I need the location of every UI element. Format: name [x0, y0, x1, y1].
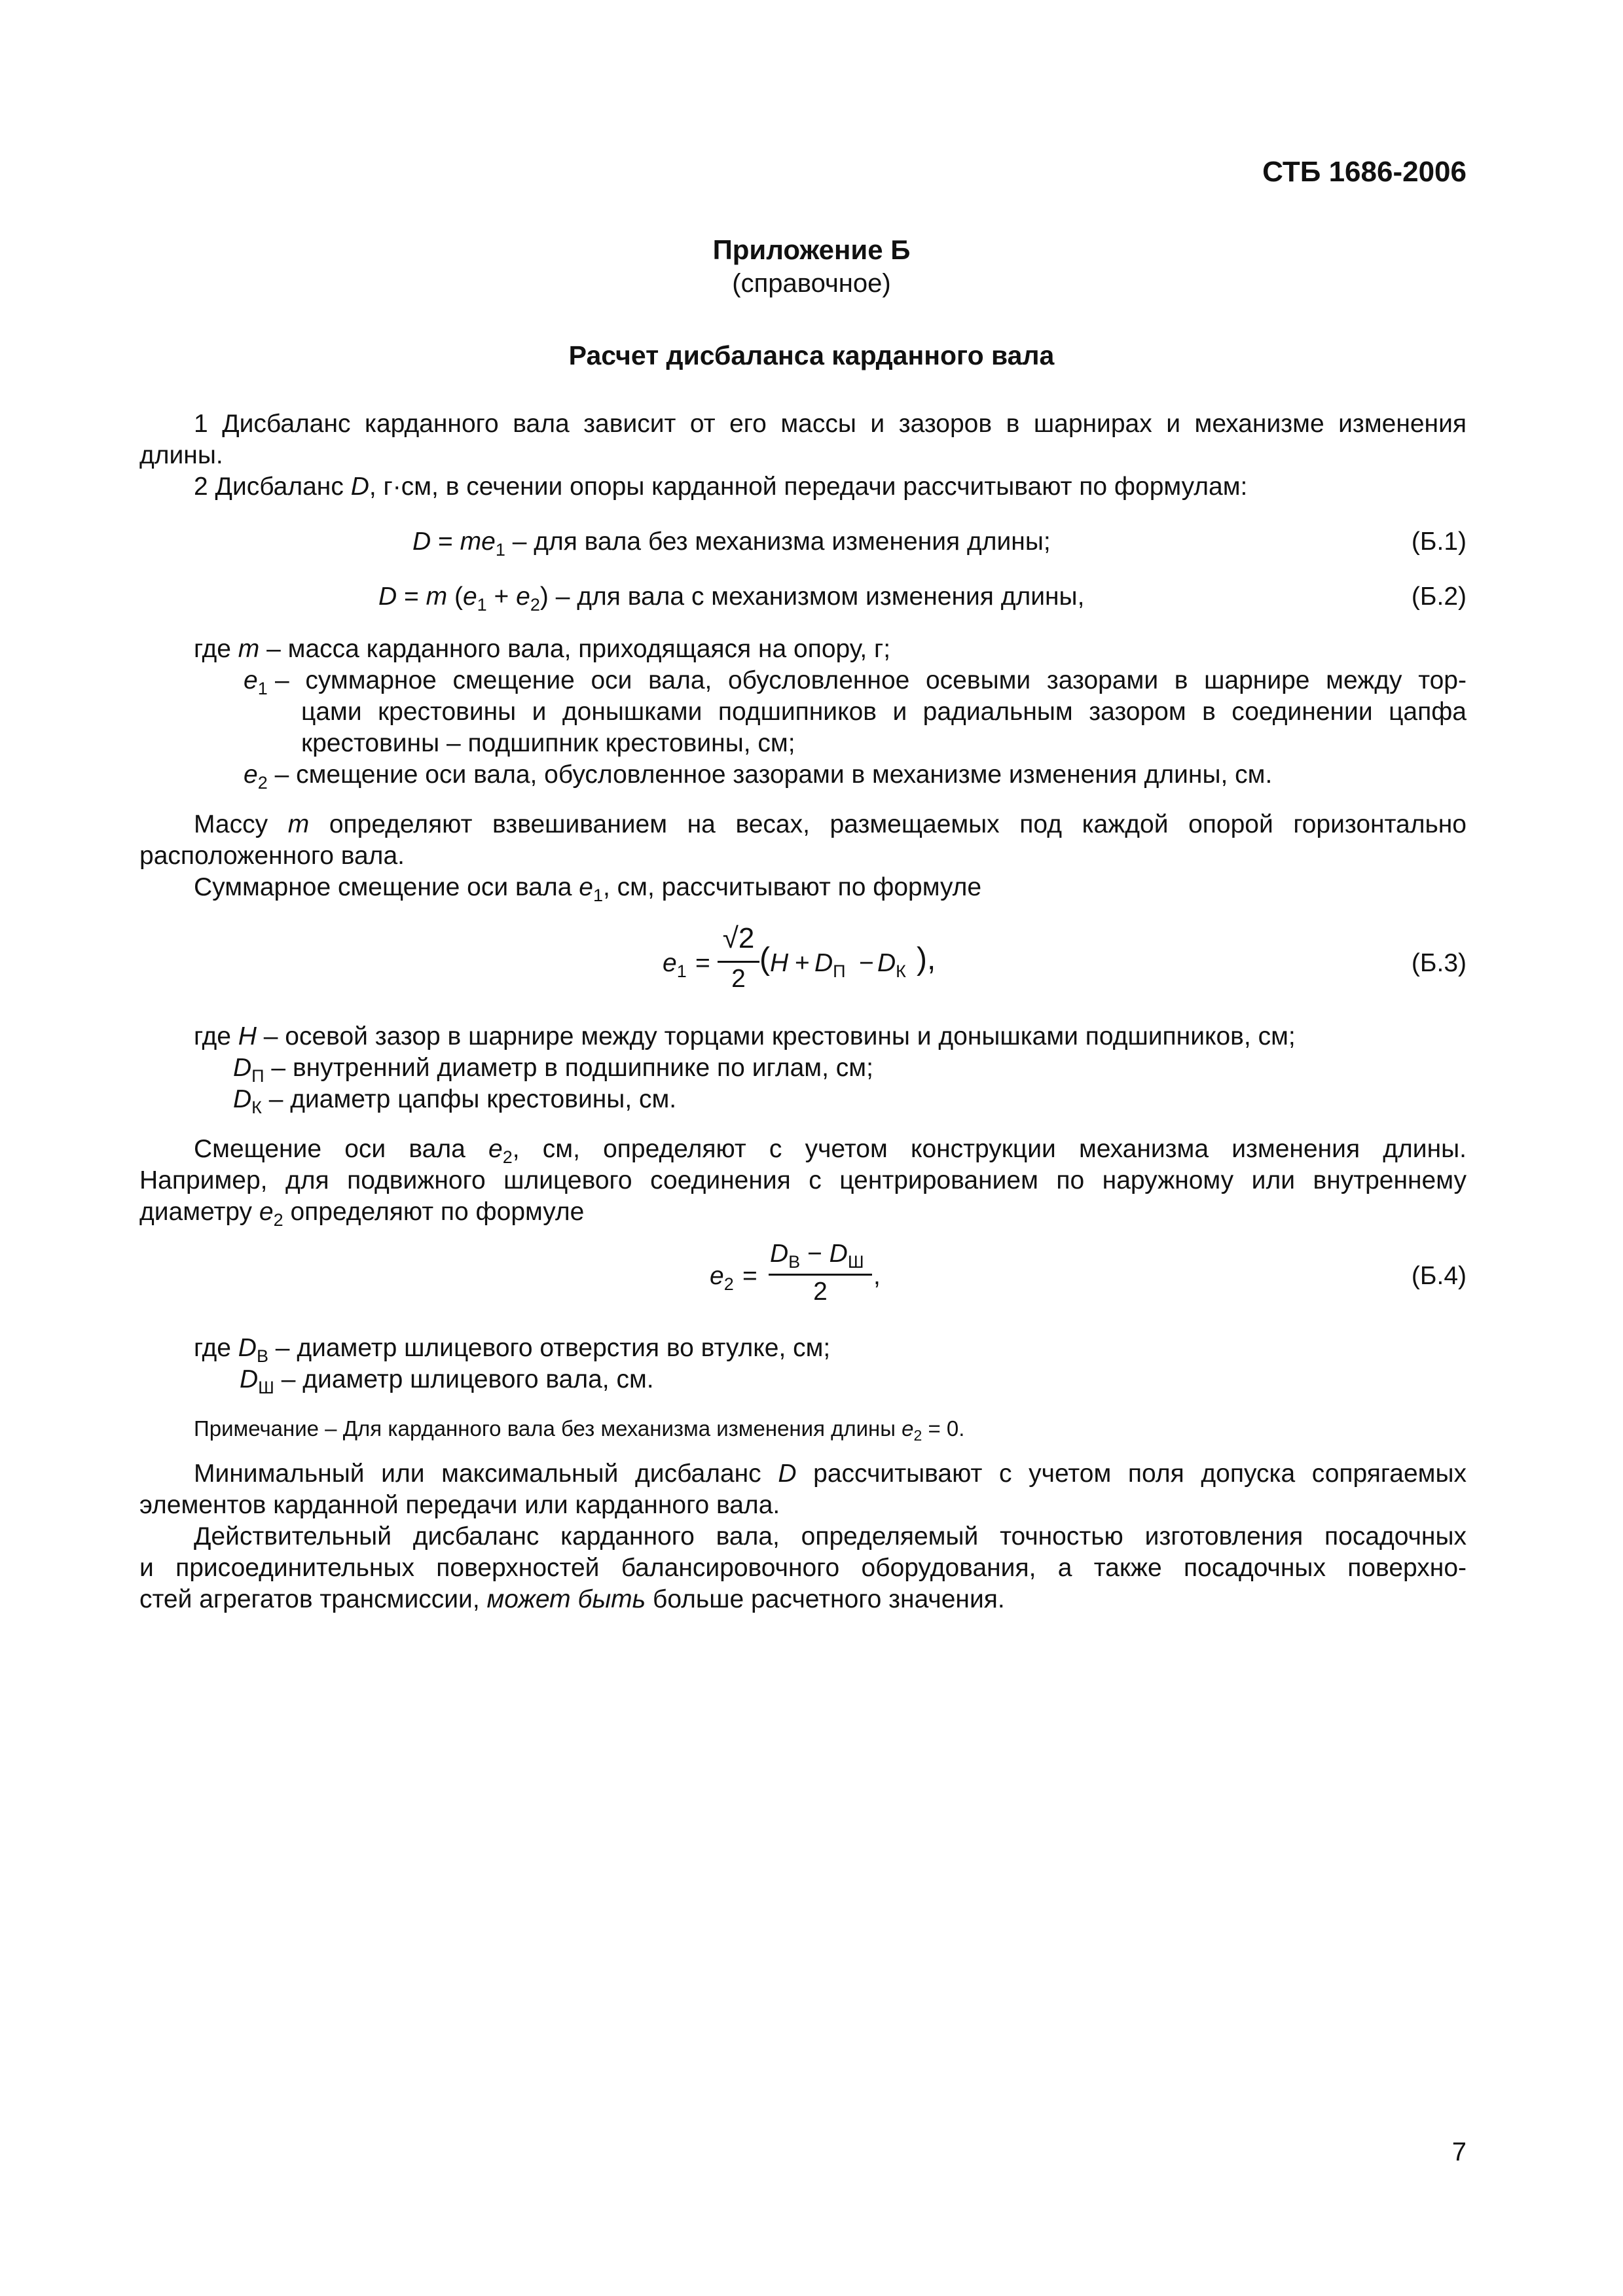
- where-2-line-1: где H – осевой зазор в шарнире между торцами крестовины и донышками подшипников, см;: [194, 1022, 1296, 1050]
- formula-b3: $e_1$ = √2 2 ( H + $D_П$ − $D_К$ ),: [663, 922, 936, 993]
- paragraph-5-line-1: Смещение оси вала $e_2$, см, определяют с учетом конструкции механизма изменения длины.: [194, 1135, 1467, 1167]
- page-number: 7: [1451, 2138, 1467, 2166]
- paragraph-3-line-1: Массу m определяют взвешиванием на весах, размещаемых под каждой опорой горизонтально: [194, 810, 1467, 838]
- where-1-line-1: где m – масса карданного вала, приходящаяся на опору, г;: [194, 635, 891, 663]
- document-code: СТБ 1686-2006: [1262, 156, 1467, 188]
- annex-title: Приложение Б: [712, 234, 911, 265]
- paragraph-5-line-3: диаметру $e_2$ определяют по формуле: [139, 1198, 585, 1230]
- formula-b1-number: (Б.1): [1411, 528, 1467, 556]
- paragraph-6-line-1: Минимальный или максимальный дисбаланс D рассчитывают с учетом поля допуска сопрягаемых: [194, 1460, 1467, 1488]
- where-1-line-4: крестовины – подшипник крестовины, см;: [301, 729, 795, 757]
- where-1-line-3: цами крестовины и донышками подшипников и радиальным зазором в соединении цапфа: [301, 698, 1467, 726]
- paragraph-1-line-1: 1 Дисбаланс карданного вала зависит от его массы и зазоров в шарнирах и механизме изменения: [194, 410, 1467, 438]
- paragraph-3-line-2: расположенного вала.: [139, 842, 405, 870]
- where-2-line-2: $D_П$ – внутренний диаметр в подшипнике по иглам, см;: [233, 1054, 873, 1086]
- paragraph-5-line-2: Например, для подвижного шлицевого соединения с центрированием по наружному или внутреннему: [139, 1166, 1467, 1194]
- note: Примечание – Для карданного вала без механизма изменения длины $e_2 = 0$.: [194, 1416, 965, 1444]
- paragraph-2: 2 Дисбаланс D, г·см, в сечении опоры карданной передачи рассчитывают по формулам:: [194, 473, 1248, 501]
- formula-b4-number: (Б.4): [1411, 1262, 1467, 1290]
- where-3-line-2: $D_Ш$ – диаметр шлицевого вала, см.: [240, 1365, 654, 1397]
- where-2-line-3: $D_К$ – диаметр цапфы крестовины, см.: [233, 1085, 677, 1117]
- formula-b3-number: (Б.3): [1411, 949, 1467, 977]
- formula-b1: $D = me_1$ – для вала без механизма изменения длины;: [412, 528, 1051, 560]
- paragraph-6-line-2: элементов карданной передачи или карданного вала.: [139, 1491, 780, 1519]
- annex-kind: (справочное): [732, 269, 891, 298]
- formula-b2: D = m $(e_1 + e_2)$ – для вала с механизмом изменения длины,: [378, 583, 1085, 615]
- paragraph-7-line-2: и присоединительных поверхностей балансировочного оборудования, а также посадочных поверхно-: [139, 1554, 1467, 1582]
- paragraph-7-line-1: Действительный дисбаланс карданного вала, определяемый точностью изготовления посадочных: [194, 1522, 1467, 1551]
- annex-heading: Расчет дисбаланса карданного вала: [568, 340, 1055, 370]
- where-1-line-2: – суммарное смещение оси вала, обусловленное осевыми зазорами в шарнире между тор-: [275, 666, 1467, 694]
- formula-b2-number: (Б.2): [1411, 583, 1467, 611]
- paragraph-1-line-2: длины.: [139, 441, 223, 469]
- where-1-line-2-symbol: $e_1$: [244, 666, 268, 698]
- where-3-line-1: где $D_В$ – диаметр шлицевого отверстия во втулке, см;: [194, 1334, 831, 1366]
- paragraph-7-line-3: стей агрегатов трансмиссии, может быть больше расчетного значения.: [139, 1585, 1005, 1613]
- formula-b4: $e_2$ = $D_В - D_Ш$ 2 ,: [710, 1240, 881, 1306]
- where-1-line-5: $e_2$ – смещение оси вала, обусловленное зазорами в механизме изменения длины, см.: [244, 761, 1273, 793]
- paragraph-4: Суммарное смещение оси вала $e_1$, см, рассчитывают по формуле: [194, 873, 982, 905]
